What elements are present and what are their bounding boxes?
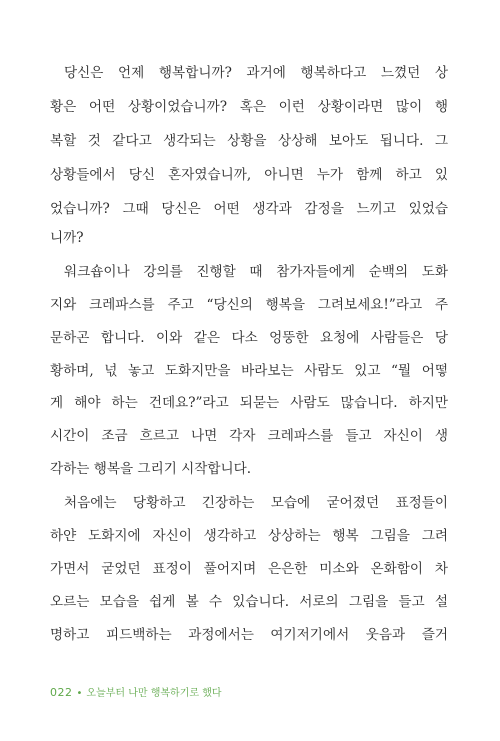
text-line: 었습니까? 그때 당신은 어떤 생각과 감정을 느끼고 있었습 xyxy=(50,201,448,217)
text-line: 명하고 피드백하는 과정에서는 여기저기에서 웃음과 즐거 xyxy=(50,627,448,643)
footer-separator: • xyxy=(76,688,83,699)
text-line: 오르는 모습을 쉽게 볼 수 있습니다. 서로의 그림을 들고 설 xyxy=(50,594,448,610)
text-line: 각하는 행복을 그리기 시작합니다. xyxy=(50,461,252,477)
page-number: 022 xyxy=(50,686,73,699)
text-line: 당신은 언제 행복합니까? 과거에 행복하다고 느꼈던 상 xyxy=(64,65,448,81)
text-line: 시간이 조금 흐르고 나면 각자 크레파스를 들고 자신이 생 xyxy=(50,428,448,444)
text-line: 황은 어떤 상황이었습니까? 혹은 이런 상황이라면 많이 행 xyxy=(50,99,448,115)
text-line: 처음에는 당황하고 긴장하는 모습에 굳어졌던 표정들이 xyxy=(64,495,448,511)
text-line: 하얀 도화지에 자신이 생각하고 상상하는 행복 그림을 그려 xyxy=(50,528,448,544)
text-line: 가면서 굳었던 표정이 풀어지며 은은한 미소와 온화함이 차 xyxy=(50,561,448,577)
text-line: 문하곤 합니다. 이와 같은 다소 엉뚱한 요청에 사람들은 당 xyxy=(50,330,448,346)
text-line: 지와 크레파스를 주고 “당신의 행복을 그려보세요!”라고 주 xyxy=(50,297,448,313)
text-line: 워크숍이나 강의를 진행할 때 참가자들에게 순백의 도화 xyxy=(64,264,448,280)
page-footer xyxy=(50,684,222,699)
text-line: 황하며, 넋 놓고 도화지만을 바라보는 사람도 있고 “뭘 어떻 xyxy=(50,363,448,379)
text-line: 상황들에서 당신 혼자였습니까, 아니면 누가 함께 하고 있 xyxy=(50,167,448,183)
text-line: 게 해야 하는 건데요?”라고 되묻는 사람도 많습니다. 하지만 xyxy=(50,395,448,411)
book-title: 오늘부터 나만 행복하기로 했다 xyxy=(86,688,222,699)
text-line: 복할 것 같다고 생각되는 상황을 상상해 보아도 됩니다. 그 xyxy=(50,133,448,149)
text-line: 니까? xyxy=(50,230,84,246)
